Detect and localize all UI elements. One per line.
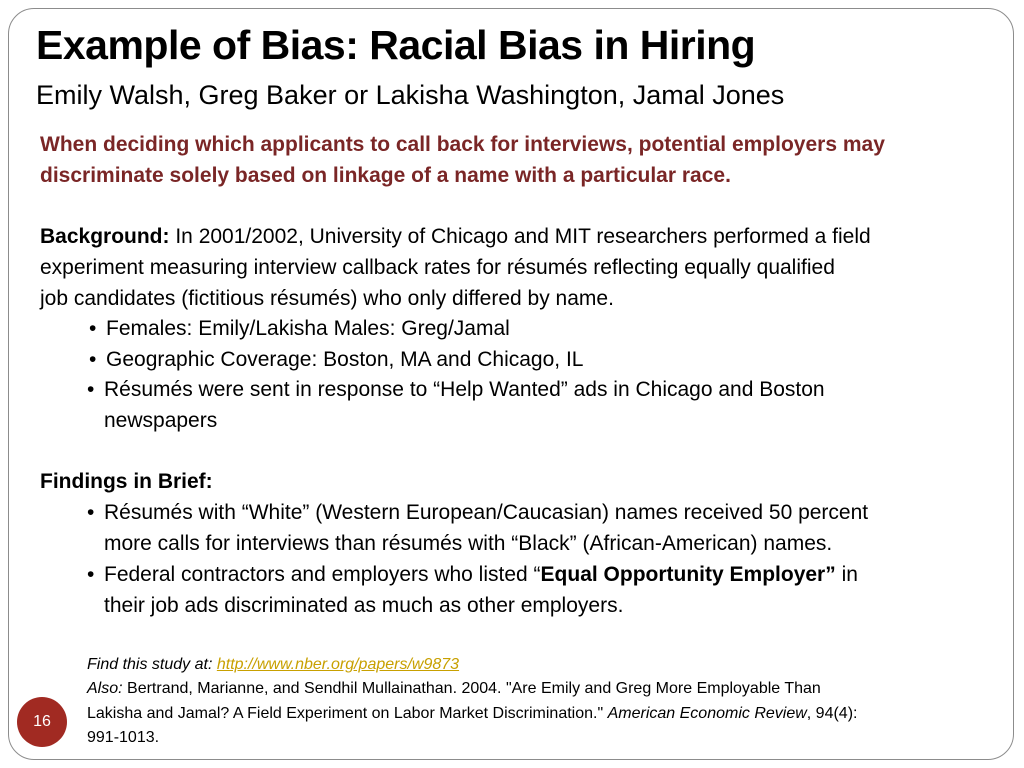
findings-label [40, 466, 213, 497]
eoe-phrase: Equal Opportunity Employer” [540, 563, 836, 586]
journal-name: American Economic Review [607, 705, 807, 722]
findings-bullet-2-pre: Federal contractors and employers who listed “ [104, 563, 541, 586]
citation-text-1: Bertrand, Marianne, and Sendhil Mullainathan. 2004. "Are Emily and Greg More Employable Than [122, 680, 821, 697]
background-text-1: In 2001/2002, University of Chicago and MIT researchers performed a field [169, 225, 871, 248]
background-bullet-2: • Geographic Coverage: Boston, MA and Chicago, IL [106, 344, 583, 375]
findings-bullet-2 [104, 559, 858, 590]
findings-bullet-2-cont: their job ads discriminated as much as other employers. [104, 594, 624, 617]
background-line-3: job candidates (fictitious résumés) who only differed by name. [40, 287, 614, 310]
citation-volume: , 94(4): [806, 705, 858, 722]
background-bullet-3: • Résumés were sent in response to “Help Wanted” ads in Chicago and Boston [104, 374, 825, 405]
findings-bullet-2-post: in [835, 563, 858, 586]
footnote-citation-1 [87, 677, 821, 701]
findings-bullet-1-cont: more calls for interviews than résumés with “Black” (African-American) names. [104, 532, 833, 555]
findings-bullet-1: • Résumés with “White” (Western European/Caucasian) names received 50 percent [104, 497, 868, 528]
find-label: Find this study at: [87, 656, 217, 673]
slide-subtitle: Emily Walsh, Greg Baker or Lakisha Washington, Jamal Jones [36, 80, 785, 110]
findings-label-text: Findings in Brief: [40, 470, 213, 493]
background-bullet-1: • Females: Emily/Lakisha Males: Greg/Jamal [106, 313, 510, 344]
footnote-citation-2 [87, 702, 857, 726]
background-line-2: experiment measuring interview callback rates for résumés reflecting equally qualified [40, 256, 835, 279]
study-link[interactable]: http://www.nber.org/papers/w9873 [216, 656, 460, 673]
footnote-find [87, 653, 459, 677]
background-label: Background: [40, 225, 170, 248]
background-bullet-3-cont: newspapers [104, 409, 218, 432]
citation-text-2: Lakisha and Jamal? A Field Experiment on Labor Market Discrimination." [87, 705, 608, 722]
slide-title: Example of Bias: Racial Bias in Hiring [36, 22, 756, 68]
footnote-citation-3: 991-1013. [87, 729, 160, 746]
lead-statement: When deciding which applicants to call back for interviews, potential employers may discriminate solely based on linkage of a name with a particular race. [40, 133, 885, 187]
also-label: Also: [87, 680, 123, 697]
slide-number-badge: 16 [17, 697, 67, 747]
background-line-1 [40, 221, 871, 252]
